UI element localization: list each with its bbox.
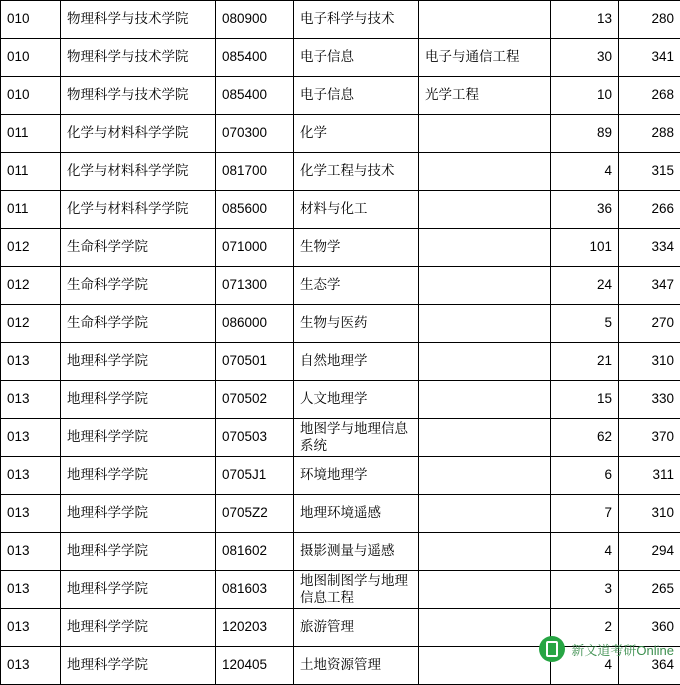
cell-enrollment-count: 36 bbox=[551, 191, 619, 229]
cell-college-code: 010 bbox=[1, 77, 61, 115]
cell-major-code: 081700 bbox=[216, 153, 294, 191]
cell-college-name: 生命科学学院 bbox=[61, 267, 216, 305]
cell-college-name: 地理科学学院 bbox=[61, 495, 216, 533]
cell-college-name: 生命科学学院 bbox=[61, 229, 216, 267]
cell-research-direction bbox=[419, 495, 551, 533]
cell-score-line: 315 bbox=[619, 153, 680, 191]
table-row bbox=[1, 609, 680, 647]
cell-score-line: 334 bbox=[619, 229, 680, 267]
cell-research-direction: 电子与通信工程 bbox=[419, 39, 551, 77]
table-row bbox=[1, 77, 680, 115]
cell-college-code: 011 bbox=[1, 153, 61, 191]
cell-college-name: 地理科学学院 bbox=[61, 419, 216, 457]
cell-college-code: 013 bbox=[1, 571, 61, 609]
cell-major-code: 070501 bbox=[216, 343, 294, 381]
cell-college-code: 012 bbox=[1, 305, 61, 343]
cell-research-direction bbox=[419, 419, 551, 457]
cell-major-name: 电子信息 bbox=[294, 77, 419, 115]
cell-college-code: 013 bbox=[1, 609, 61, 647]
cell-major-code: 085400 bbox=[216, 77, 294, 115]
cell-enrollment-count: 101 bbox=[551, 229, 619, 267]
table-row bbox=[1, 533, 680, 571]
table-row bbox=[1, 153, 680, 191]
cell-major-code: 070503 bbox=[216, 419, 294, 457]
cell-enrollment-count: 6 bbox=[551, 457, 619, 495]
cell-major-code: 085600 bbox=[216, 191, 294, 229]
cell-major-code: 086000 bbox=[216, 305, 294, 343]
cell-college-name: 地理科学学院 bbox=[61, 381, 216, 419]
cell-research-direction bbox=[419, 191, 551, 229]
cell-score-line: 294 bbox=[619, 533, 680, 571]
cell-college-code: 012 bbox=[1, 267, 61, 305]
table-row bbox=[1, 381, 680, 419]
cell-score-line: 310 bbox=[619, 495, 680, 533]
table-body bbox=[1, 1, 680, 685]
cell-research-direction bbox=[419, 457, 551, 495]
cell-score-line: 364 bbox=[619, 647, 680, 685]
cell-enrollment-count: 24 bbox=[551, 267, 619, 305]
cell-major-code: 080900 bbox=[216, 1, 294, 39]
cell-college-name: 地理科学学院 bbox=[61, 343, 216, 381]
watermark-label: 新文道考研Online bbox=[571, 640, 674, 659]
cell-enrollment-count: 10 bbox=[551, 77, 619, 115]
cell-major-code: 081603 bbox=[216, 571, 294, 609]
cell-enrollment-count: 21 bbox=[551, 343, 619, 381]
cell-score-line: 265 bbox=[619, 571, 680, 609]
table-row bbox=[1, 191, 680, 229]
cell-major-code: 081602 bbox=[216, 533, 294, 571]
cell-college-code: 011 bbox=[1, 191, 61, 229]
cell-enrollment-count: 4 bbox=[551, 153, 619, 191]
cell-major-name: 生态学 bbox=[294, 267, 419, 305]
cell-research-direction bbox=[419, 647, 551, 685]
table-row bbox=[1, 457, 680, 495]
cell-enrollment-count: 7 bbox=[551, 495, 619, 533]
cell-enrollment-count: 15 bbox=[551, 381, 619, 419]
cell-college-code: 010 bbox=[1, 39, 61, 77]
cell-college-code: 013 bbox=[1, 343, 61, 381]
cell-enrollment-count: 62 bbox=[551, 419, 619, 457]
table-row bbox=[1, 267, 680, 305]
cell-research-direction: 光学工程 bbox=[419, 77, 551, 115]
cell-major-name: 电子信息 bbox=[294, 39, 419, 77]
cell-college-name: 地理科学学院 bbox=[61, 609, 216, 647]
cell-college-code: 013 bbox=[1, 533, 61, 571]
cell-college-code: 012 bbox=[1, 229, 61, 267]
cell-college-name: 物理科学与技术学院 bbox=[61, 1, 216, 39]
cell-score-line: 266 bbox=[619, 191, 680, 229]
cell-college-name: 物理科学与技术学院 bbox=[61, 39, 216, 77]
cell-enrollment-count: 4 bbox=[551, 647, 619, 685]
cell-major-code: 085400 bbox=[216, 39, 294, 77]
cell-enrollment-count: 4 bbox=[551, 533, 619, 571]
cell-college-name: 化学与材料科学学院 bbox=[61, 115, 216, 153]
table-row bbox=[1, 305, 680, 343]
cell-college-name: 生命科学学院 bbox=[61, 305, 216, 343]
cell-college-name: 地理科学学院 bbox=[61, 533, 216, 571]
cell-research-direction bbox=[419, 533, 551, 571]
cell-score-line: 288 bbox=[619, 115, 680, 153]
cell-score-line: 347 bbox=[619, 267, 680, 305]
cell-major-name: 生物与医药 bbox=[294, 305, 419, 343]
cell-enrollment-count: 3 bbox=[551, 571, 619, 609]
cell-enrollment-count: 30 bbox=[551, 39, 619, 77]
cell-score-line: 310 bbox=[619, 343, 680, 381]
cell-major-name: 化学工程与技术 bbox=[294, 153, 419, 191]
cell-score-line: 268 bbox=[619, 77, 680, 115]
cell-research-direction bbox=[419, 229, 551, 267]
table-row bbox=[1, 1, 680, 39]
cell-score-line: 370 bbox=[619, 419, 680, 457]
cell-research-direction bbox=[419, 305, 551, 343]
cell-major-code: 070300 bbox=[216, 115, 294, 153]
cell-major-name: 材料与化工 bbox=[294, 191, 419, 229]
table-row bbox=[1, 229, 680, 267]
cell-college-name: 化学与材料科学学院 bbox=[61, 153, 216, 191]
table-row bbox=[1, 419, 680, 457]
cell-research-direction bbox=[419, 267, 551, 305]
cell-college-code: 013 bbox=[1, 495, 61, 533]
cell-major-name: 人文地理学 bbox=[294, 381, 419, 419]
cell-major-name: 电子科学与技术 bbox=[294, 1, 419, 39]
cell-college-code: 010 bbox=[1, 1, 61, 39]
cell-research-direction bbox=[419, 343, 551, 381]
table-row bbox=[1, 39, 680, 77]
cell-college-name: 地理科学学院 bbox=[61, 457, 216, 495]
cell-major-name: 摄影测量与遥感 bbox=[294, 533, 419, 571]
cell-score-line: 360 bbox=[619, 609, 680, 647]
table-row bbox=[1, 343, 680, 381]
cell-research-direction bbox=[419, 1, 551, 39]
table-row bbox=[1, 571, 680, 609]
cell-college-code: 013 bbox=[1, 647, 61, 685]
cell-major-name: 地图制图学与地理信息工程 bbox=[294, 571, 419, 609]
cell-major-code: 120203 bbox=[216, 609, 294, 647]
cell-college-name: 物理科学与技术学院 bbox=[61, 77, 216, 115]
cell-research-direction bbox=[419, 153, 551, 191]
cell-enrollment-count: 13 bbox=[551, 1, 619, 39]
table-row bbox=[1, 115, 680, 153]
cell-major-code: 0705Z2 bbox=[216, 495, 294, 533]
cell-college-name: 地理科学学院 bbox=[61, 647, 216, 685]
cell-major-code: 0705J1 bbox=[216, 457, 294, 495]
cell-major-code: 071000 bbox=[216, 229, 294, 267]
cell-college-code: 013 bbox=[1, 419, 61, 457]
cell-major-name: 自然地理学 bbox=[294, 343, 419, 381]
cell-research-direction bbox=[419, 381, 551, 419]
cell-enrollment-count: 2 bbox=[551, 609, 619, 647]
cell-major-name: 地理环境遥感 bbox=[294, 495, 419, 533]
cell-college-name: 地理科学学院 bbox=[61, 571, 216, 609]
cell-enrollment-count: 5 bbox=[551, 305, 619, 343]
cell-score-line: 270 bbox=[619, 305, 680, 343]
cell-college-code: 013 bbox=[1, 457, 61, 495]
cell-research-direction bbox=[419, 609, 551, 647]
table-row bbox=[1, 495, 680, 533]
cell-college-code: 011 bbox=[1, 115, 61, 153]
cell-score-line: 330 bbox=[619, 381, 680, 419]
cell-score-line: 280 bbox=[619, 1, 680, 39]
cell-major-code: 070502 bbox=[216, 381, 294, 419]
cell-major-name: 地图学与地理信息系统 bbox=[294, 419, 419, 457]
cell-college-name: 化学与材料科学学院 bbox=[61, 191, 216, 229]
cell-college-code: 013 bbox=[1, 381, 61, 419]
cell-major-name: 环境地理学 bbox=[294, 457, 419, 495]
cell-score-line: 341 bbox=[619, 39, 680, 77]
cell-score-line: 311 bbox=[619, 457, 680, 495]
cell-major-name: 化学 bbox=[294, 115, 419, 153]
cell-major-code: 071300 bbox=[216, 267, 294, 305]
cell-major-name: 旅游管理 bbox=[294, 609, 419, 647]
cell-major-name: 土地资源管理 bbox=[294, 647, 419, 685]
cell-major-code: 120405 bbox=[216, 647, 294, 685]
table-row bbox=[1, 647, 680, 685]
cell-enrollment-count: 89 bbox=[551, 115, 619, 153]
cell-research-direction bbox=[419, 571, 551, 609]
cell-research-direction bbox=[419, 115, 551, 153]
cell-major-name: 生物学 bbox=[294, 229, 419, 267]
